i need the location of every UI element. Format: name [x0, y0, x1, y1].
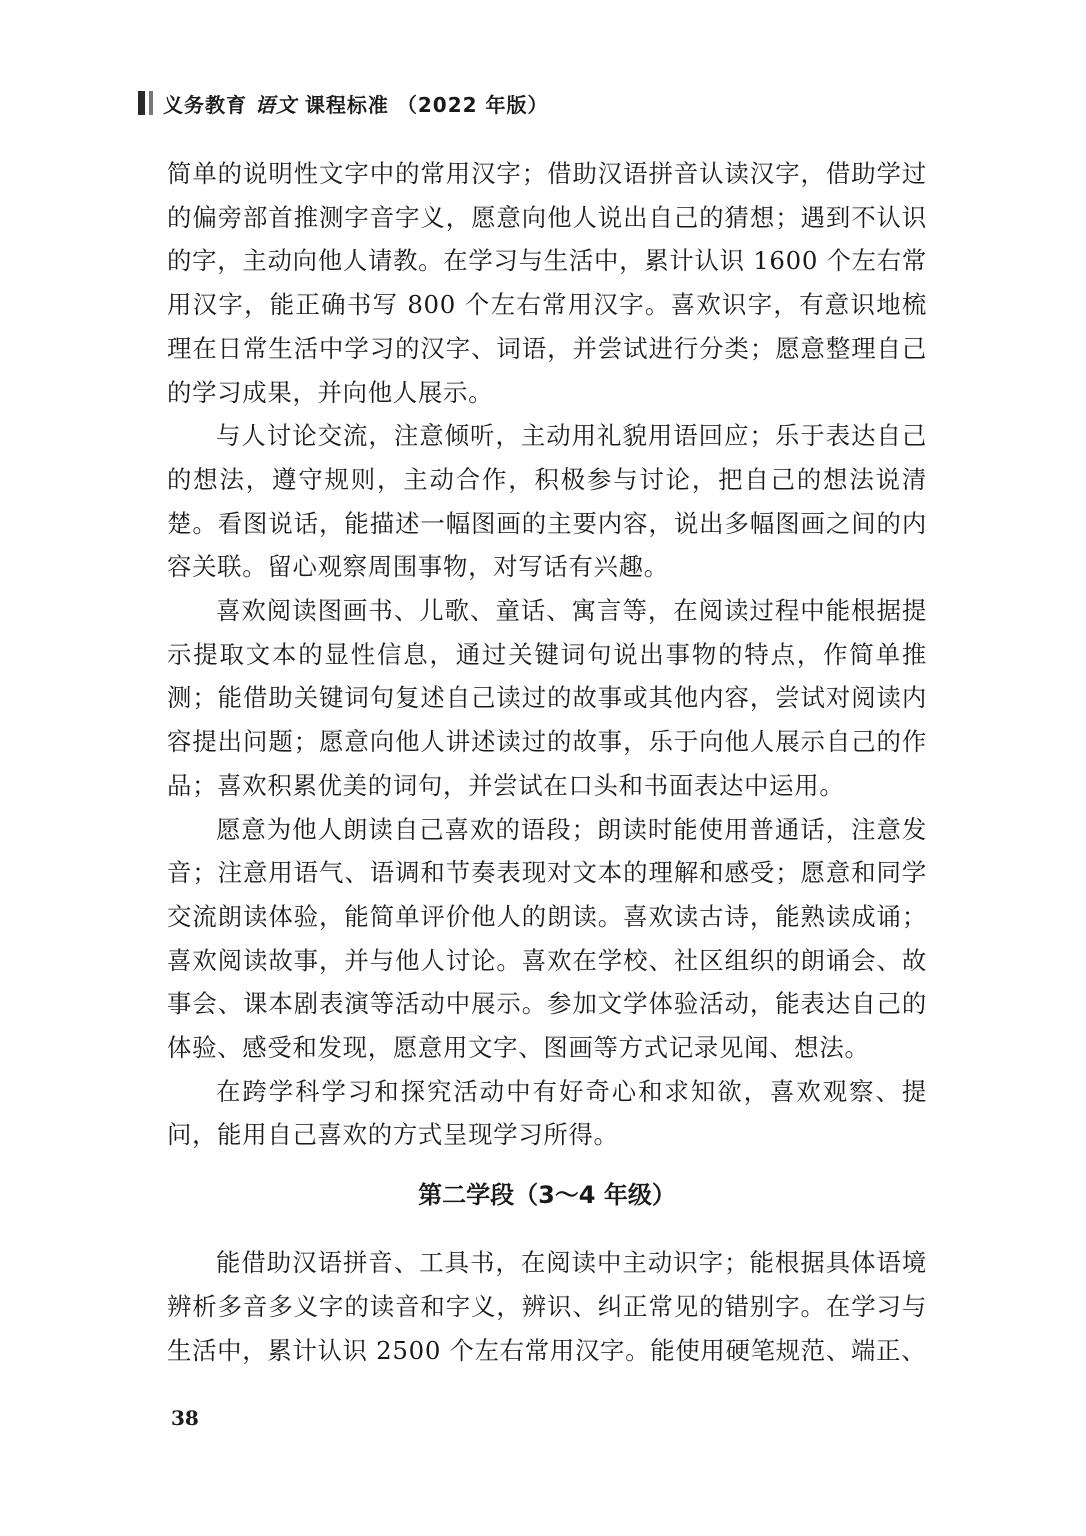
paragraph: 在跨学科学习和探究活动中有好奇心和求知欲，喜欢观察、提问，能用自己喜欢的方式呈现学习所得。 — [167, 1076, 927, 1150]
paragraph-continued: 简单的说明性文字中的常用汉字；借助汉语拼音认读汉字，借助学过的偏旁部首推测字音字义，愿意向他人说出自己的猜想；遇到不认识的字，主动向他人请教。在学习与生活中，累计认识 1600 个左右常用汉字，能正确书写 800 个左右常用汉字。喜欢识字，有意识地梳理在日常生活中学习的汉字、词语，并尝试进行分类；愿意整理自己的学习成果，并向他人展示。 — [167, 159, 927, 407]
section-heading: 第二学段（3～4 年级） — [418, 1181, 676, 1210]
header-bar-dark — [138, 91, 145, 115]
paragraph: 能借助汉语拼音、工具书，在阅读中主动识字；能根据具体语境辨析多音多义字的读音和字义，辨识、纠正常见的错别字。在学习与生活中，累计认识 2500 个左右常用汉字。能使用硬笔规范、端正、 — [167, 1248, 927, 1365]
paragraph: 与人讨论交流，注意倾听，主动用礼貌用语回应；乐于表达自己的想法，遵守规则，主动合作，积极参与讨论，把自己的想法说清楚。看图说话，能描述一幅图画的主要内容，说出多幅图画之间的内容关联。留心观察周围事物，对写话有兴趣。 — [167, 421, 927, 582]
header-title-part1: 义务教育 — [163, 92, 255, 117]
header-bar-marks — [138, 91, 153, 115]
running-header — [138, 88, 549, 118]
header-title-italic: 语文 — [254, 92, 297, 117]
header-title-part2: 课程标准 （2022 年版） — [296, 92, 549, 117]
page-number: 38 — [171, 1406, 199, 1430]
paragraph: 喜欢阅读图画书、儿歌、童话、寓言等，在阅读过程中能根据提示提取文本的显性信息，通过关键词句说出事物的特点，作简单推测；能借助关键词句复述自己读过的故事或其他内容，尝试对阅读内容提出问题；愿意向他人讲述读过的故事，乐于向他人展示自己的作品；喜欢积累优美的词句，并尝试在口头和书面表达中运用。 — [167, 596, 927, 800]
header-bar-light — [149, 91, 153, 115]
page-body — [167, 152, 927, 1372]
header-title — [163, 89, 549, 118]
paragraph: 愿意为他人朗读自己喜欢的语段；朗读时能使用普通话，注意发音；注意用语气、语调和节奏表现对文本的理解和感受；愿意和同学交流朗读体验，能简单评价他人的朗读。喜欢读古诗，能熟读成诵；喜欢阅读故事，并与他人讨论。喜欢在学校、社区组织的朗诵会、故事会、课本剧表演等活动中展示。参加文学体验活动，能表达自己的体验、感受和发现，愿意用文字、图画等方式记录见闻、想法。 — [167, 814, 927, 1063]
